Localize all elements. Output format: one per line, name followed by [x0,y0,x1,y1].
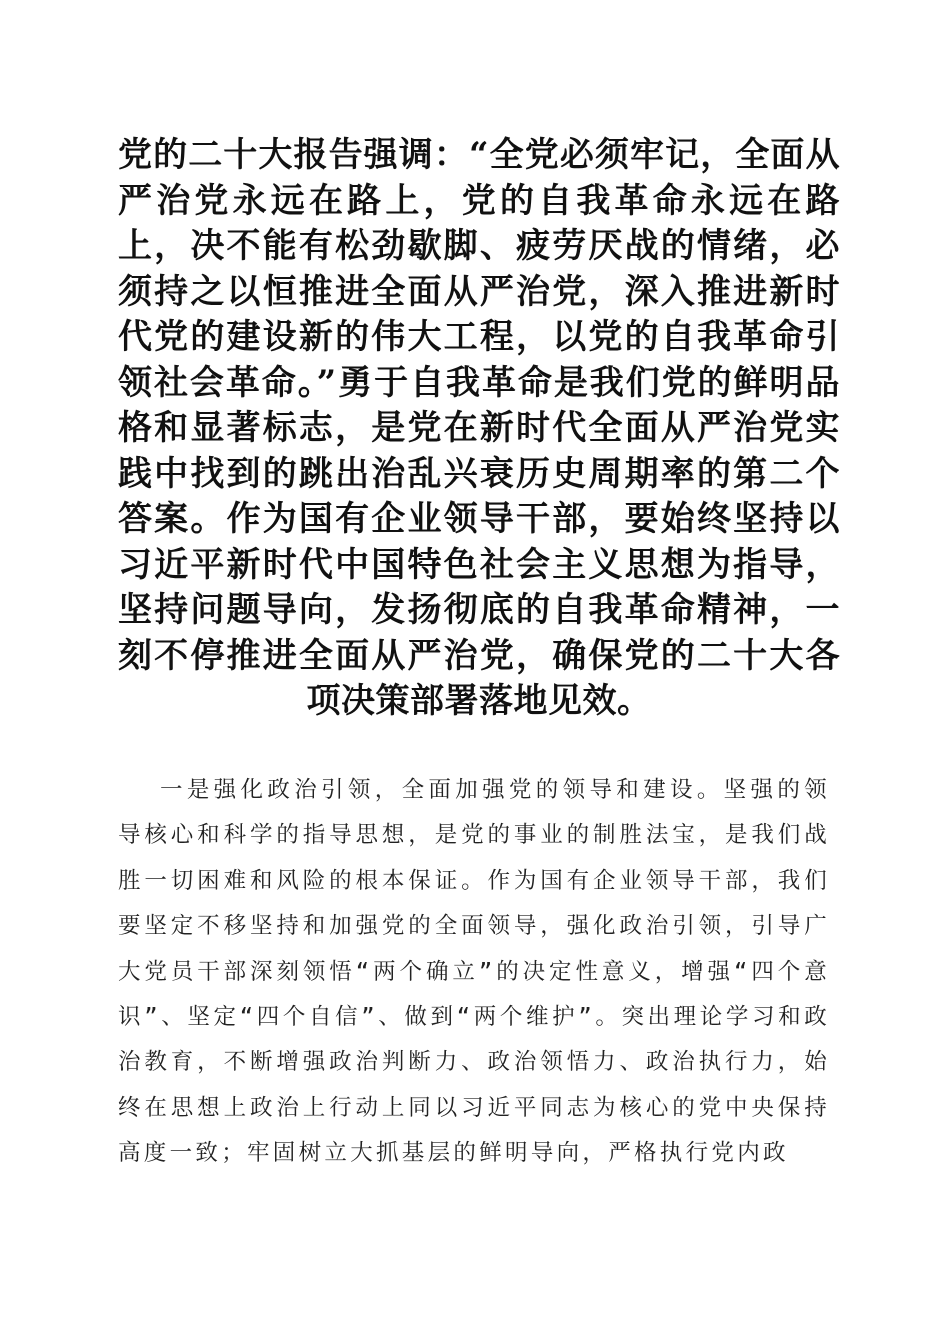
lead-paragraph: 党的二十大报告强调：“全党必须牢记，全面从严治党永远在路上，党的自我革命永远在路上，决不能有松劲歇脚、疲劳厌战的情绪，必须持之以恒推进全面从严治党，深入推进新时代党的建设新的伟大工程，以党的自我革命引领社会革命。”勇于自我革命是我们党的鲜明品格和显著标志，是党在新时代全面从严治党实践中找到的跳出治乱兴衰历史周期率的第二个答案。作为国有企业领导干部，要始终坚持以习近平新时代中国特色社会主义思想为指导，坚持问题导向，发扬彻底的自我革命精神，一刻不停推进全面从严治党，确保党的二十大各项决策部署落地见效。 [118,135,840,721]
body-paragraph: 一是强化政治引领，全面加强党的领导和建设。坚强的领导核心和科学的指导思想，是党的事业的制胜法宝，是我们战胜一切困难和风险的根本保证。作为国有企业领导干部，我们要坚定不移坚持和加强党的全面领导，强化政治引领，引导广大党员干部深刻领悟“两个确立”的决定性意义，增强“四个意识”、坚定“四个自信”、做到“两个维护”。突出理论学习和政治教育，不断增强政治判断力、政治领悟力、政治执行力，始终在思想上政治上行动上同以习近平同志为核心的党中央保持高度一致；牢固树立大抓基层的鲜明导向，严格执行党内政 [118,777,830,1167]
